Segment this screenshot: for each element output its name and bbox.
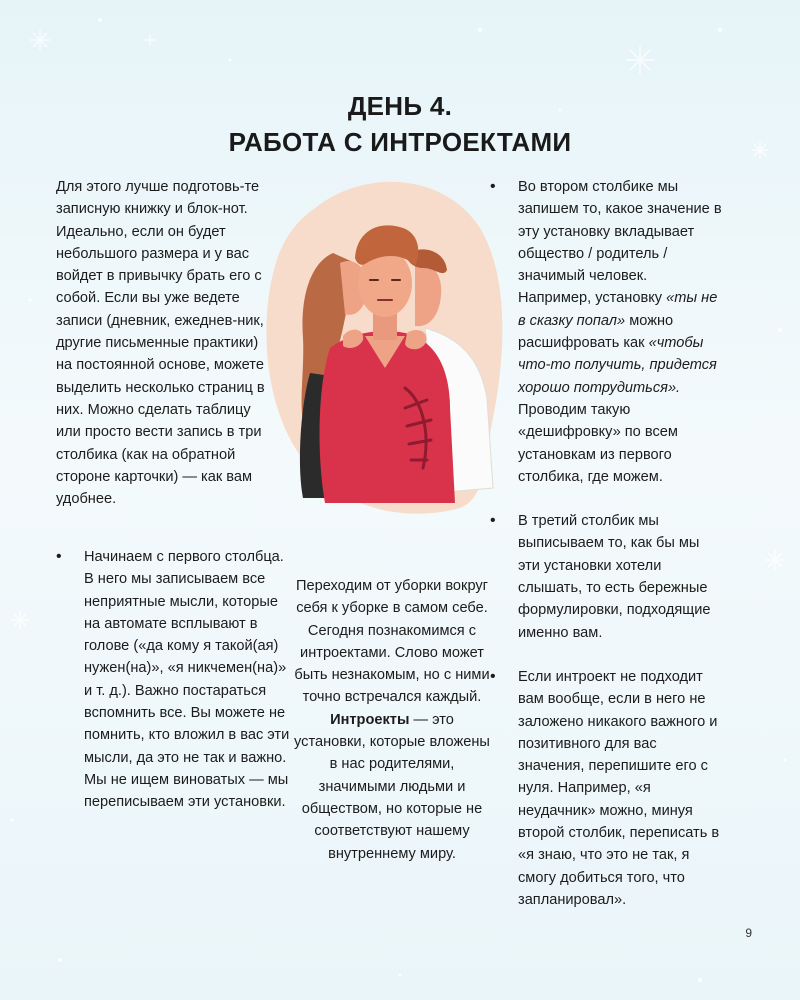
list-item: • Если интроект не подходит вам вообще, если в него не заложено никакого важного и позитивного для вас значения, перепишите его с нуля. Например, «я неудачник» можно, минуя второй столбик, переписать в «я знаю, что это не так, я смогу добиться того, что запланировал».	[490, 666, 722, 911]
b1-italic-2: «чтобы что-то получить, придется хорошо потрудиться».	[518, 335, 717, 396]
page-title	[0, 88, 800, 160]
center-paragraph	[294, 575, 490, 865]
list-item	[490, 176, 722, 488]
b1-text-1: Во втором столбике мы запишем то, какое значение в эту установку вкладывает общество / родитель / значимый человек. Например, установку	[518, 179, 722, 307]
b1-text-3: Проводим такую «дешифровку» по всем установкам из первого столбика, где можем.	[518, 401, 678, 485]
b1-italic-1: «ты не в сказку попал»	[518, 290, 718, 329]
title-line-2: РАБОТА С ИНТРОЕКТАМИ	[228, 127, 572, 157]
introjects-term: Интроекты	[330, 711, 410, 728]
left-bullet-list	[56, 546, 290, 814]
intro-paragraph: Для этого лучше подготовь-те записную книжку и блок-нот. Идеально, если он будет небольшого размера и у вас войдет в привычку брать его с собой. Если вы уже ведете записи (дневник, ежеднев-ник, другие письменные практики) на постоянной основе, можете выделить несколько страниц в них. Можно сделать таблицу или просто вести запись в три столбика (как на обратной стороне карточки) — как вам удобнее.	[56, 179, 265, 508]
b1-text-2: можно расшифровать как	[518, 312, 674, 352]
title-line-1: ДЕНЬ 4.	[347, 91, 453, 121]
list-item: • Начинаем с первого столбца. В него мы записываем все неприятные мысли, которые на автомате всплывают в голове («да кому я такой(ая) нужен(на)», «я никчемен(на)» и т. д.). Важно постараться вспомнить все. Вы можете не помнить, кто вложил в вас эти мысли, да это не так и важно. Мы не ищем виноватых — мы переписываем эти установки.	[56, 546, 290, 814]
center-text-1: Переходим от уборки вокруг себя к уборке в самом себе. Сегодня познакомимся с интроектами. Слово может быть незнакомым, но с ними точно встречался каждый.	[294, 578, 490, 706]
page-number: 9	[745, 926, 752, 940]
three-people-embracing-illustration	[255, 168, 505, 528]
list-item: • В третий столбик мы выписываем то, как бы мы эти установки хотели слышать, то есть бережные формулировки, подходящие именно вам.	[490, 510, 722, 644]
right-bullet-list	[490, 176, 722, 933]
center-text-2: — это установки, которые вложены в нас родителями, значимыми людьми и обществом, но которые не соответствуют нашему внутреннему миру.	[294, 711, 490, 862]
